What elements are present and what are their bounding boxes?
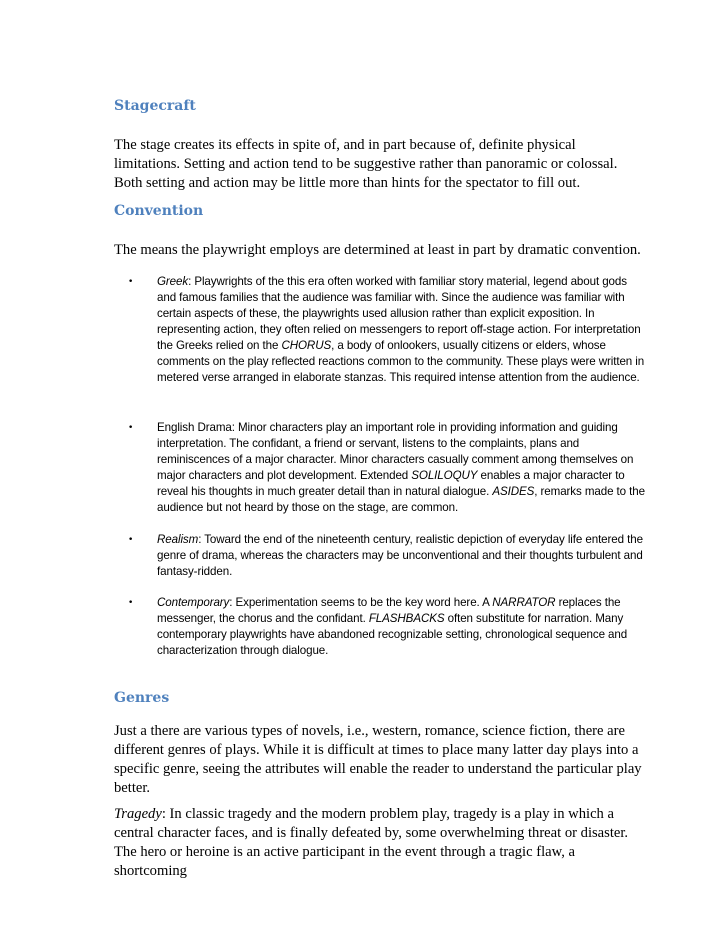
section-heading-stagecraft: Stagecraft — [114, 98, 196, 114]
chorus-term: CHORUS — [281, 339, 332, 352]
stagecraft-paragraph: The stage creates its effects in spite of, and in part because of, definite physical limitations. Setting and action tend to be suggestive rather than panoramic or colossal. Both setting and action may be little more than hints for the spectator to fill out. — [114, 137, 618, 191]
bullet-realism-text — [157, 532, 647, 580]
genres-paragraph: Just a there are various types of novels, i.e., western, romance, science fiction, there are different genres of plays. While it is difficult at times to place many latter day plays into a specific genre, seeing the attributes will enable the reader to understand the particular play better. — [114, 723, 642, 796]
english-text-c: , remarks made to the audience but not heard by those on the stage, are common. — [157, 485, 645, 514]
greek-text-a: : Playwrights of the this era often worked with familiar story material, legend about gods and famous families that the audience was familiar with. Since the audience was familiar with certain aspects of these, the playwrights used allusion rather than explicit exposition. In representing action, they often relied on messengers to report off-stage action. For interpretation the Greeks relied on the — [157, 275, 641, 352]
greek-text-b: , a body of onlookers, usually citizens or elders, whose comments on the play reflected reactions common to the community. These plays were written in metered verse arranged in elaborate stanzas. This required intense attention from the audience. — [157, 339, 645, 384]
realism-text: : Toward the end of the nineteenth century, realistic depiction of everyday life entered the genre of drama, whereas the characters may be unconventional and their thoughts turbulent and fantasy-ridden. — [157, 533, 643, 578]
flashbacks-term: FLASHBACKS — [368, 612, 445, 625]
bullet-contemporary-text — [157, 595, 647, 659]
tragedy-paragraph — [114, 805, 644, 881]
contemporary-text-a: : Experimentation seems to be the key word here. A — [229, 596, 493, 609]
asides-term: ASIDES — [492, 485, 535, 498]
contemporary-label: Contemporary — [157, 596, 230, 609]
bullet-english-text — [157, 420, 647, 516]
section-heading-convention: Convention — [114, 203, 204, 219]
tragedy-text: : In classic tragedy and the modern problem play, tragedy is a play in which a central character faces, and is finally defeated by, some overwhelming threat or disaster. The hero or heroine is an active participant in the event through a tragic flaw, a shortcoming — [114, 806, 629, 879]
english-text-b: enables a major character to reveal his thoughts in much greater detail than in natural dialogue. — [157, 469, 625, 498]
tragedy-label: Tragedy — [114, 806, 162, 822]
bullet-dot: • — [128, 535, 134, 545]
soliloquy-term: SOLILOQUY — [411, 469, 478, 482]
section-heading-genres: Genres — [114, 690, 170, 706]
convention-intro: The means the playwright employs are determined at least in part by dramatic convention. — [114, 242, 641, 258]
greek-label: Greek — [157, 275, 189, 288]
bullet-dot: • — [128, 598, 134, 608]
contemporary-text-c: often substitute for narration. Many contemporary playwrights have abandoned recognizable setting, chronological sequence and characterization through dialogue. — [157, 612, 628, 657]
english-text-a: English Drama: Minor characters play an important role in providing information and guiding interpretation. The confidant, a friend or servant, listens to the complaints, plans and reminiscences of a major character. Minor characters casually comment among themselves on major characters and plot development. Extended — [157, 421, 634, 482]
narrator-term: NARRATOR — [492, 596, 556, 609]
realism-label: Realism — [157, 533, 199, 546]
bullet-dot: • — [128, 423, 134, 433]
bullet-dot: • — [128, 277, 134, 287]
contemporary-text-b: replaces the messenger, the chorus and the confidant. — [157, 596, 621, 625]
bullet-greek-text — [157, 274, 647, 386]
